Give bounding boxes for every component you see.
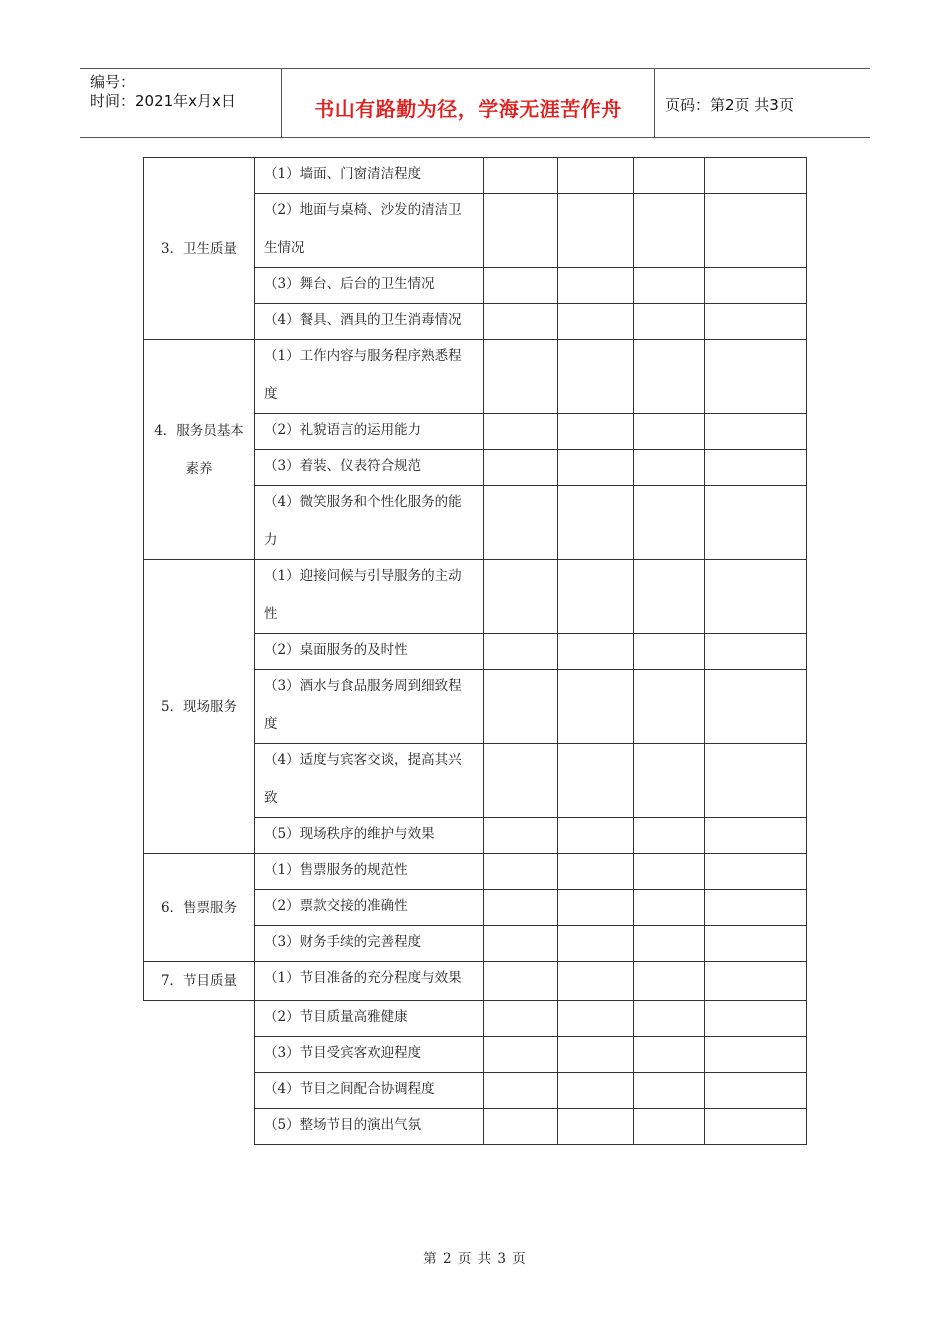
score-cell[interactable] — [484, 194, 558, 268]
item-cell — [255, 486, 484, 560]
score-cell[interactable] — [558, 670, 634, 744]
empty-category-cell — [144, 1037, 255, 1073]
score-cell[interactable] — [484, 818, 558, 854]
item-text: （4）节目之间配合协调程度 — [264, 1081, 435, 1097]
score-cell[interactable] — [634, 1001, 705, 1037]
empty-category-cell — [144, 1073, 255, 1109]
score-cell[interactable] — [634, 1037, 705, 1073]
score-cell[interactable] — [705, 634, 807, 670]
category-cell: 3．卫生质量 — [144, 158, 255, 340]
item-cell — [255, 450, 484, 486]
score-cell[interactable] — [705, 854, 807, 890]
item-text: （3）节目受宾客欢迎程度 — [264, 1045, 422, 1061]
score-cell[interactable] — [558, 962, 634, 1001]
item-cell — [255, 1109, 484, 1145]
score-cell[interactable] — [634, 890, 705, 926]
score-cell[interactable] — [558, 158, 634, 194]
item-text: （2）礼貌语言的运用能力 — [264, 422, 422, 438]
score-cell[interactable] — [558, 744, 634, 818]
table-row — [144, 340, 807, 414]
item-text: （2）节目质量高雅健康 — [264, 1009, 408, 1025]
score-cell[interactable] — [705, 818, 807, 854]
item-text: （3）着装、仪表符合规范 — [264, 458, 422, 474]
score-cell[interactable] — [558, 340, 634, 414]
item-cell — [255, 854, 484, 890]
score-cell[interactable] — [705, 1073, 807, 1109]
score-cell[interactable] — [634, 744, 705, 818]
document-header — [80, 68, 870, 138]
score-cell[interactable] — [558, 304, 634, 340]
item-cell — [255, 304, 484, 340]
table-row — [144, 560, 807, 634]
item-text: （1）售票服务的规范性 — [264, 862, 408, 878]
score-cell[interactable] — [484, 854, 558, 890]
score-cell[interactable] — [558, 818, 634, 854]
item-cell — [255, 926, 484, 962]
score-cell[interactable] — [484, 1037, 558, 1073]
score-cell[interactable] — [634, 1073, 705, 1109]
score-cell[interactable] — [634, 450, 705, 486]
score-cell[interactable] — [634, 1109, 705, 1145]
item-cell — [255, 158, 484, 194]
score-cell[interactable] — [705, 340, 807, 414]
item-text: （5）整场节目的演出气氛 — [264, 1117, 422, 1133]
item-text: （5）现场秩序的维护与效果 — [264, 826, 435, 842]
item-cell — [255, 670, 484, 744]
item-text: （2）地面与桌椅、沙发的清洁卫生情况 — [264, 202, 462, 256]
table-row — [144, 854, 807, 890]
score-cell[interactable] — [558, 268, 634, 304]
score-cell[interactable] — [634, 962, 705, 1001]
score-cell[interactable] — [558, 854, 634, 890]
score-cell[interactable] — [484, 486, 558, 560]
score-cell[interactable] — [484, 890, 558, 926]
score-cell[interactable] — [705, 1037, 807, 1073]
score-cell[interactable] — [558, 1109, 634, 1145]
score-cell[interactable] — [705, 450, 807, 486]
score-cell[interactable] — [484, 926, 558, 962]
item-text: （4）适度与宾客交谈，提高其兴致 — [264, 752, 462, 806]
item-text: （3）财务手续的完善程度 — [264, 934, 422, 950]
score-cell[interactable] — [634, 854, 705, 890]
evaluation-table — [143, 157, 807, 1145]
score-cell[interactable] — [634, 634, 705, 670]
item-text: （1）工作内容与服务程序熟悉程度 — [264, 348, 462, 402]
header-meta-cell — [80, 69, 282, 137]
score-cell[interactable] — [558, 890, 634, 926]
score-cell[interactable] — [705, 560, 807, 634]
score-cell[interactable] — [634, 340, 705, 414]
category-cell: 5．现场服务 — [144, 560, 255, 854]
score-cell[interactable] — [634, 414, 705, 450]
table-row — [144, 1073, 807, 1109]
item-cell — [255, 560, 484, 634]
score-cell[interactable] — [558, 450, 634, 486]
item-text: （1）迎接问候与引导服务的主动性 — [264, 568, 462, 622]
item-text: （2）桌面服务的及时性 — [264, 642, 408, 658]
score-cell[interactable] — [558, 1037, 634, 1073]
item-cell — [255, 268, 484, 304]
score-cell[interactable] — [558, 1001, 634, 1037]
score-cell[interactable] — [705, 194, 807, 268]
score-cell[interactable] — [634, 158, 705, 194]
score-cell[interactable] — [705, 414, 807, 450]
table-row — [144, 1037, 807, 1073]
score-cell[interactable] — [705, 670, 807, 744]
item-text: （4）餐具、酒具的卫生消毒情况 — [264, 312, 462, 328]
score-cell[interactable] — [484, 962, 558, 1001]
score-cell[interactable] — [705, 304, 807, 340]
table-row — [144, 1109, 807, 1145]
score-cell[interactable] — [634, 926, 705, 962]
score-cell[interactable] — [484, 744, 558, 818]
item-cell — [255, 340, 484, 414]
score-cell[interactable] — [484, 1073, 558, 1109]
item-cell — [255, 962, 484, 1001]
score-cell[interactable] — [705, 926, 807, 962]
header-page-cell — [655, 69, 870, 137]
score-cell[interactable] — [484, 560, 558, 634]
score-cell[interactable] — [558, 926, 634, 962]
score-cell[interactable] — [705, 158, 807, 194]
score-cell[interactable] — [558, 486, 634, 560]
score-cell[interactable] — [634, 670, 705, 744]
score-cell[interactable] — [705, 268, 807, 304]
score-cell[interactable] — [634, 268, 705, 304]
item-cell — [255, 818, 484, 854]
item-text: （4）微笑服务和个性化服务的能力 — [264, 494, 462, 548]
score-cell[interactable] — [484, 340, 558, 414]
motto: 书山有路勤为径，学海无涯苦作舟 — [314, 97, 622, 121]
score-cell[interactable] — [484, 158, 558, 194]
page-info: 页码：第2页 共3页 — [665, 96, 794, 114]
score-cell[interactable] — [558, 194, 634, 268]
score-cell[interactable] — [634, 560, 705, 634]
document-date: 时间：2021年x月x日 — [90, 92, 236, 110]
category-cell: 4．服务员基本素养 — [144, 340, 255, 560]
item-text: （3）舞台、后台的卫生情况 — [264, 276, 435, 292]
item-cell — [255, 1037, 484, 1073]
table-row — [144, 1001, 807, 1037]
score-cell[interactable] — [705, 744, 807, 818]
item-text: （1）墙面、门窗清洁程度 — [264, 166, 422, 182]
score-cell[interactable] — [705, 962, 807, 1001]
empty-category-cell — [144, 1109, 255, 1145]
score-cell[interactable] — [634, 818, 705, 854]
score-cell[interactable] — [484, 268, 558, 304]
table-row — [144, 962, 807, 1001]
score-cell[interactable] — [558, 414, 634, 450]
document-number: 编号： — [90, 73, 136, 91]
empty-category-cell — [144, 1001, 255, 1037]
item-text: （1）节目准备的充分程度与效果 — [264, 970, 462, 986]
score-cell[interactable] — [484, 450, 558, 486]
category-cell: 7．节目质量 — [144, 962, 255, 1001]
category-cell: 6．售票服务 — [144, 854, 255, 962]
item-cell — [255, 744, 484, 818]
score-cell[interactable] — [484, 1001, 558, 1037]
score-cell[interactable] — [634, 304, 705, 340]
score-cell[interactable] — [705, 1001, 807, 1037]
item-cell — [255, 414, 484, 450]
score-cell[interactable] — [705, 1109, 807, 1145]
score-cell[interactable] — [705, 890, 807, 926]
item-cell — [255, 890, 484, 926]
header-motto-cell — [282, 69, 655, 137]
score-cell[interactable] — [484, 670, 558, 744]
item-cell — [255, 634, 484, 670]
score-cell[interactable] — [558, 634, 634, 670]
item-cell — [255, 1001, 484, 1037]
score-cell[interactable] — [558, 1073, 634, 1109]
item-cell — [255, 194, 484, 268]
score-cell[interactable] — [484, 304, 558, 340]
score-cell[interactable] — [705, 486, 807, 560]
page-footer: 第 2 页 共 3 页 — [423, 1251, 527, 1267]
item-text: （3）酒水与食品服务周到细致程度 — [264, 678, 462, 732]
table-row — [144, 158, 807, 194]
item-text: （2）票款交接的准确性 — [264, 898, 408, 914]
score-cell[interactable] — [634, 194, 705, 268]
score-cell[interactable] — [634, 486, 705, 560]
score-cell[interactable] — [484, 1109, 558, 1145]
score-cell[interactable] — [484, 634, 558, 670]
score-cell[interactable] — [558, 560, 634, 634]
score-cell[interactable] — [484, 414, 558, 450]
item-cell — [255, 1073, 484, 1109]
